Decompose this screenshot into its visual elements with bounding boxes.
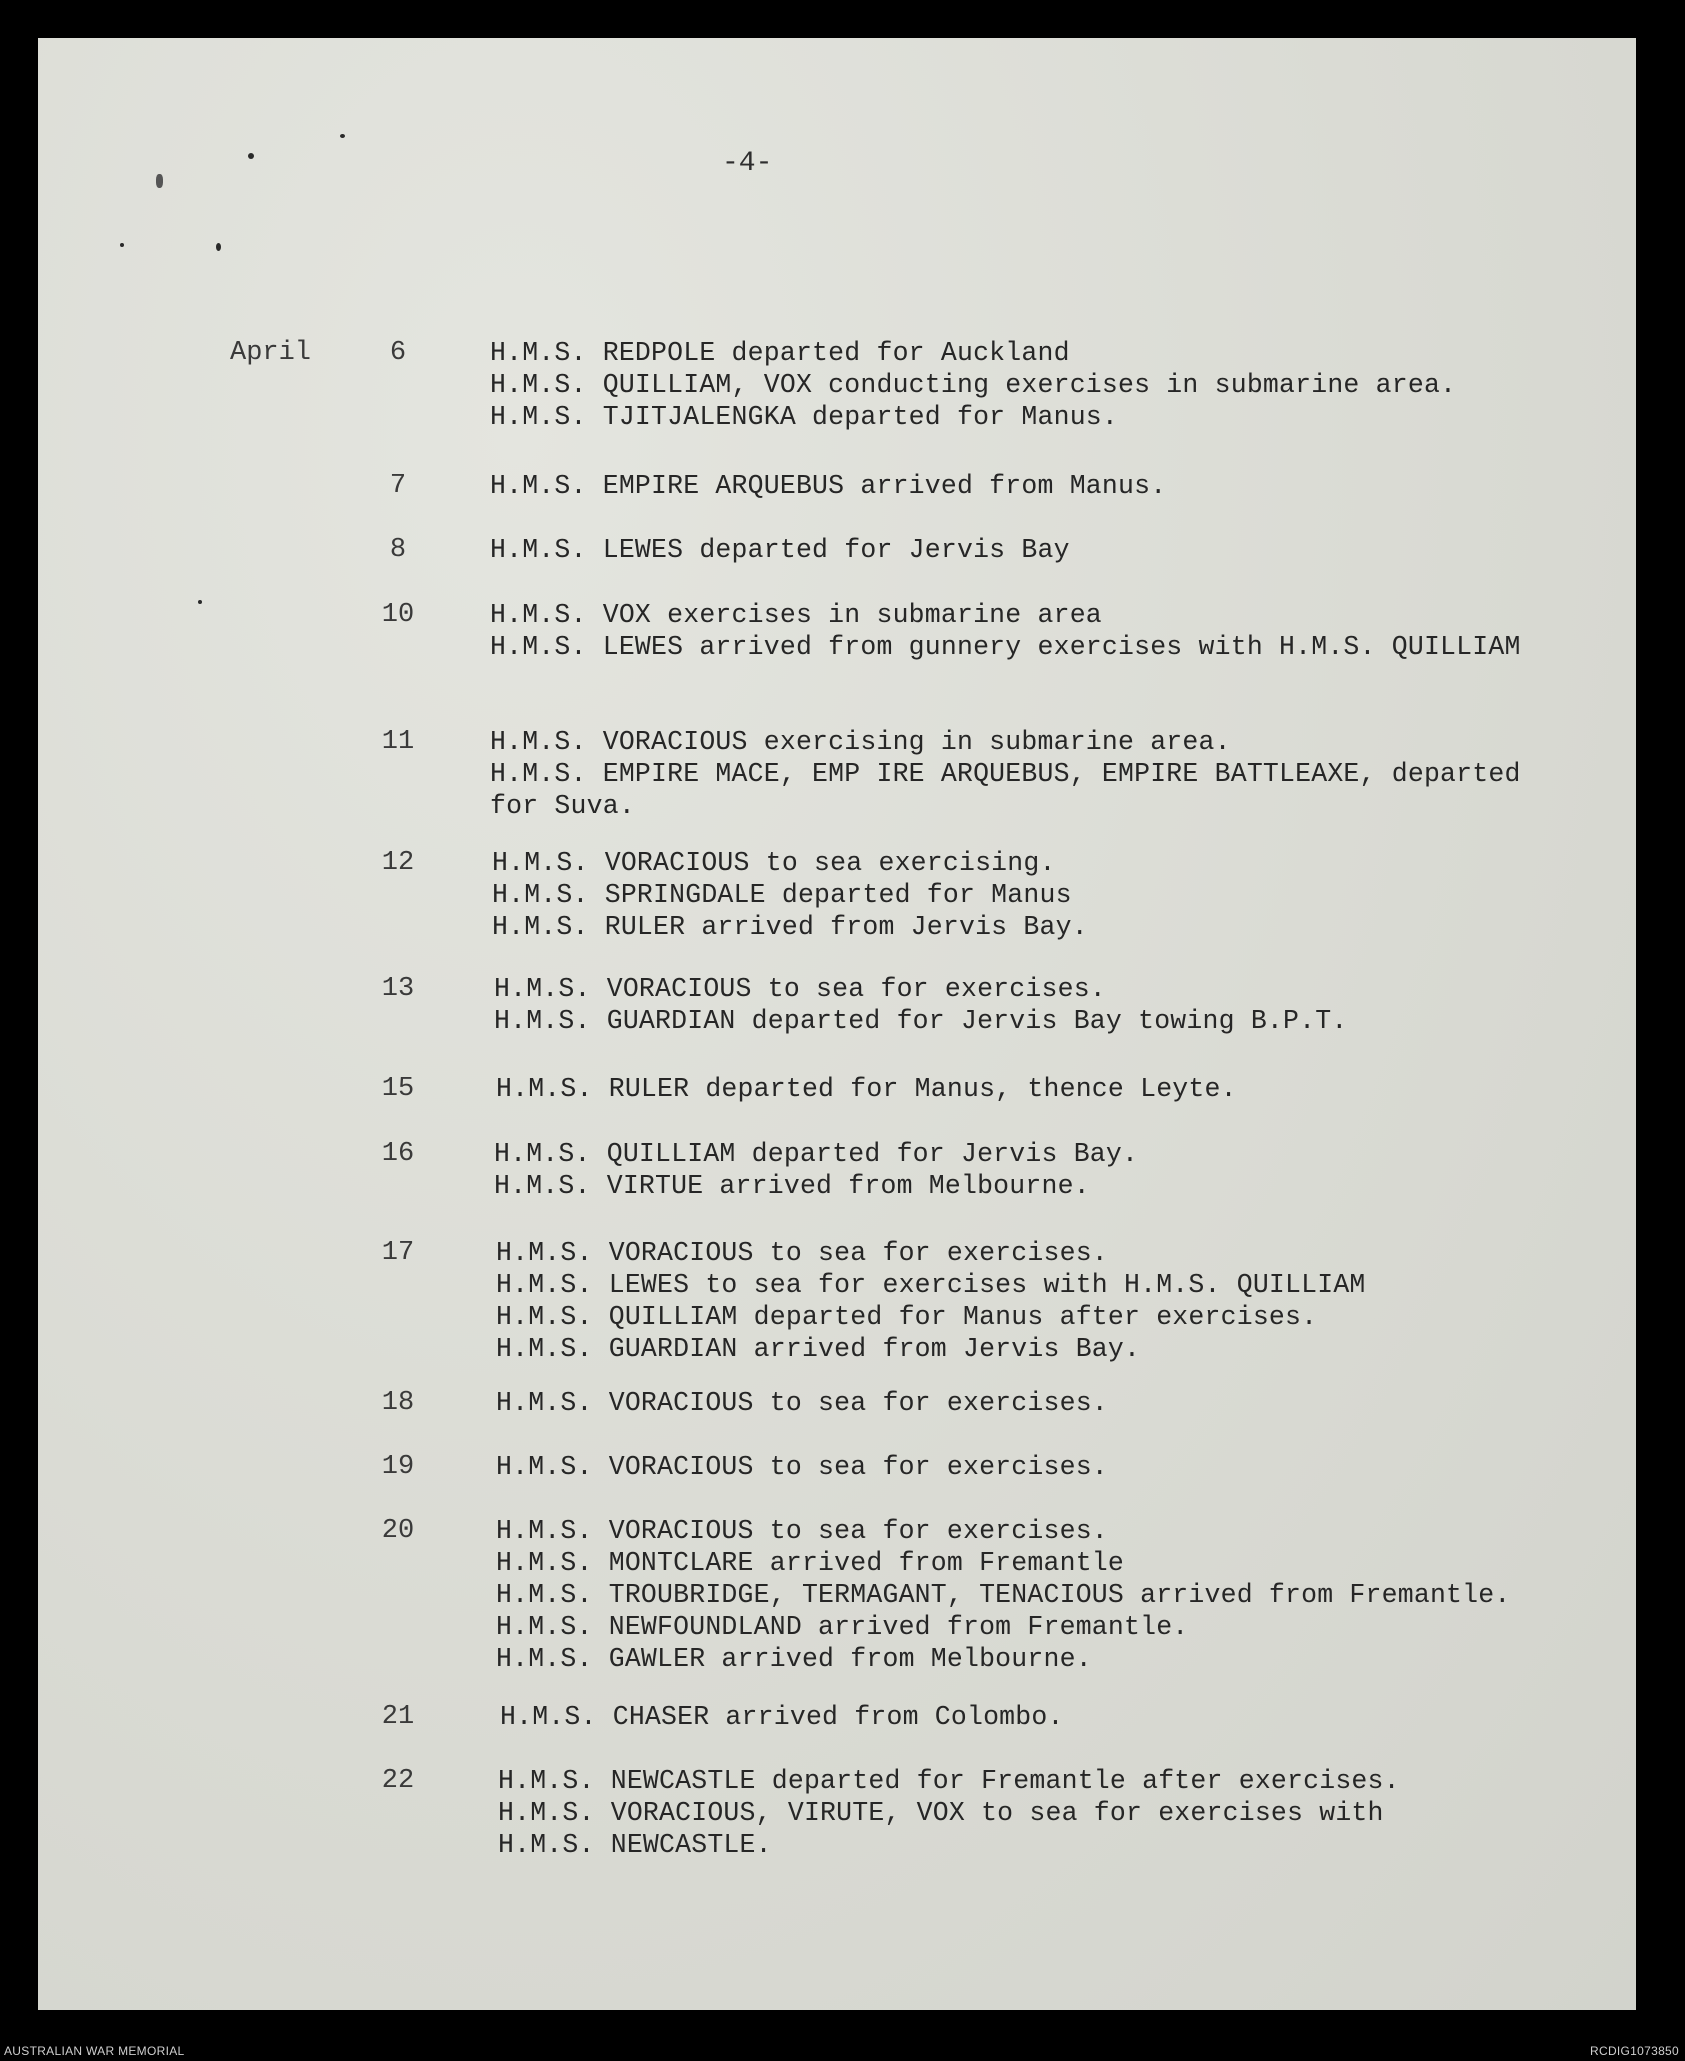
footer-archive-name: AUSTRALIAN WAR MEMORIAL bbox=[4, 2044, 185, 2058]
entry-day: 18 bbox=[381, 1388, 415, 1418]
paper-speck bbox=[156, 174, 163, 188]
entry-day: 21 bbox=[381, 1702, 415, 1732]
entry-line: H.M.S. TROUBRIDGE, TERMAGANT, TENACIOUS arrived from Fremantle. bbox=[496, 1580, 1511, 1610]
entry-line: H.M.S. CHASER arrived from Colombo. bbox=[500, 1702, 1064, 1732]
entry-line: H.M.S. VORACIOUS to sea for exercises. bbox=[494, 974, 1106, 1004]
entry-day: 19 bbox=[381, 1452, 415, 1482]
entry-line: H.M.S. TJITJALENGKA departed for Manus. bbox=[490, 402, 1119, 432]
entry-day: 10 bbox=[381, 600, 415, 630]
entry-line: H.M.S. QUILLIAM departed for Jervis Bay. bbox=[494, 1139, 1139, 1169]
entry-line: H.M.S. LEWES to sea for exercises with H.M.S. QUILLIAM bbox=[496, 1270, 1366, 1300]
paper-speck bbox=[120, 243, 124, 247]
entry-line: H.M.S. NEWCASTLE departed for Fremantle after exercises. bbox=[498, 1766, 1400, 1796]
entry-line: H.M.S. REDPOLE departed for Auckland bbox=[490, 338, 1070, 368]
entry-line: H.M.S. QUILLIAM, VOX conducting exercises in submarine area. bbox=[490, 370, 1457, 400]
entry-line: H.M.S. VORACIOUS to sea for exercises. bbox=[496, 1238, 1108, 1268]
entry-day: 16 bbox=[381, 1139, 415, 1169]
entry-line: H.M.S. EMPIRE MACE, EMP IRE ARQUEBUS, EMPIRE BATTLEAXE, departed bbox=[490, 759, 1521, 789]
page-number: -4- bbox=[722, 148, 773, 179]
entry-line: H.M.S. NEWCASTLE. bbox=[498, 1830, 772, 1860]
entry-line: H.M.S. LEWES arrived from gunnery exercises with H.M.S. QUILLIAM bbox=[490, 632, 1521, 662]
entry-line: H.M.S. VOX exercises in submarine area bbox=[490, 600, 1102, 630]
entry-line: H.M.S. VORACIOUS to sea exercising. bbox=[492, 848, 1056, 878]
entry-line: H.M.S. VORACIOUS, VIRUTE, VOX to sea for exercises with bbox=[498, 1798, 1384, 1828]
entry-line: H.M.S. QUILLIAM departed for Manus after exercises. bbox=[496, 1302, 1318, 1332]
entry-day: 12 bbox=[381, 848, 415, 878]
entry-line: H.M.S. EMPIRE ARQUEBUS arrived from Manus. bbox=[490, 471, 1167, 501]
entry-line: H.M.S. GAWLER arrived from Melbourne. bbox=[496, 1644, 1092, 1674]
entry-line: H.M.S. SPRINGDALE departed for Manus bbox=[492, 880, 1072, 910]
entry-day: 13 bbox=[381, 974, 415, 1004]
entry-line: H.M.S. RULER departed for Manus, thence Leyte. bbox=[496, 1074, 1237, 1104]
entry-line: for Suva. bbox=[490, 791, 635, 821]
entry-day: 7 bbox=[389, 471, 407, 501]
entry-day: 15 bbox=[381, 1074, 415, 1104]
month-label: April bbox=[230, 338, 312, 368]
paper-speck bbox=[340, 134, 345, 138]
entry-day: 8 bbox=[389, 535, 407, 565]
entry-day: 11 bbox=[381, 727, 415, 757]
entry-line: H.M.S. VORACIOUS to sea for exercises. bbox=[496, 1388, 1108, 1418]
paper-speck bbox=[248, 153, 254, 159]
entry-line: H.M.S. GUARDIAN departed for Jervis Bay towing B.P.T. bbox=[494, 1006, 1348, 1036]
entry-line: H.M.S. VORACIOUS to sea for exercises. bbox=[496, 1452, 1108, 1482]
entry-day: 22 bbox=[381, 1766, 415, 1796]
paper-speck bbox=[198, 600, 202, 604]
entry-line: H.M.S. GUARDIAN arrived from Jervis Bay. bbox=[496, 1334, 1141, 1364]
document-page bbox=[38, 38, 1636, 2010]
entry-line: H.M.S. VORACIOUS to sea for exercises. bbox=[496, 1516, 1108, 1546]
entry-line: H.M.S. LEWES departed for Jervis Bay bbox=[490, 535, 1070, 565]
entry-day: 20 bbox=[381, 1516, 415, 1546]
entry-day: 6 bbox=[389, 338, 407, 368]
entry-day: 17 bbox=[381, 1238, 415, 1268]
footer-record-id: RCDIG1073850 bbox=[1590, 2044, 1679, 2058]
entry-line: H.M.S. RULER arrived from Jervis Bay. bbox=[492, 912, 1088, 942]
entry-line: H.M.S. VIRTUE arrived from Melbourne. bbox=[494, 1171, 1090, 1201]
entry-line: H.M.S. MONTCLARE arrived from Fremantle bbox=[496, 1548, 1125, 1578]
entry-line: H.M.S. NEWFOUNDLAND arrived from Fremantle. bbox=[496, 1612, 1189, 1642]
paper-speck bbox=[216, 243, 221, 251]
entry-line: H.M.S. VORACIOUS exercising in submarine area. bbox=[490, 727, 1231, 757]
